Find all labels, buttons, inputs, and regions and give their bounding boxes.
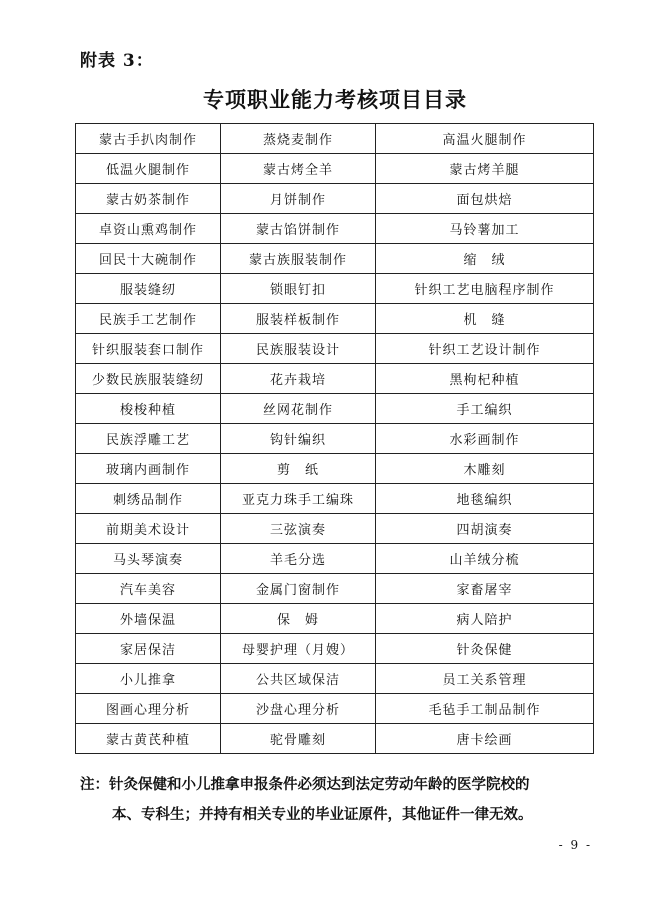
table-cell: 蒙古烤全羊	[221, 154, 376, 184]
table-cell: 服装样板制作	[221, 304, 376, 334]
table-row	[76, 124, 594, 154]
table-cell: 马头琴演奏	[76, 544, 221, 574]
table-row	[76, 424, 594, 454]
footnote-line-2: 本、专科生；并持有相关专业的毕业证原件，其他证件一律无效。	[112, 806, 533, 823]
table-cell: 月饼制作	[221, 184, 376, 214]
table-row	[76, 394, 594, 424]
table-cell: 针灸保健	[376, 634, 594, 664]
table-body	[76, 124, 594, 754]
table-cell: 山羊绒分梳	[376, 544, 594, 574]
table-cell: 四胡演奏	[376, 514, 594, 544]
table-cell: 蒙古馅饼制作	[221, 214, 376, 244]
table-cell: 针织工艺电脑程序制作	[376, 274, 594, 304]
table-row	[76, 454, 594, 484]
table-cell: 毛毡手工制品制作	[376, 694, 594, 724]
table-cell: 家居保洁	[76, 634, 221, 664]
table-cell: 水彩画制作	[376, 424, 594, 454]
table-row	[76, 154, 594, 184]
table-cell: 少数民族服装缝纫	[76, 364, 221, 394]
table-row	[76, 304, 594, 334]
table-cell: 黑枸杞种植	[376, 364, 594, 394]
table-cell: 羊毛分选	[221, 544, 376, 574]
table-row	[76, 334, 594, 364]
table-row	[76, 274, 594, 304]
table-cell: 木雕刻	[376, 454, 594, 484]
table-row	[76, 484, 594, 514]
table-row	[76, 184, 594, 214]
attachment-label: 附表 3：	[80, 51, 154, 71]
table-row	[76, 574, 594, 604]
table-row	[76, 724, 594, 754]
table-cell: 亚克力珠手工编珠	[221, 484, 376, 514]
table-cell: 针织服装套口制作	[76, 334, 221, 364]
table-cell: 驼骨雕刻	[221, 724, 376, 754]
table-cell: 回民十大碗制作	[76, 244, 221, 274]
table-cell: 汽车美容	[76, 574, 221, 604]
table-cell: 图画心理分析	[76, 694, 221, 724]
table-cell: 缩 绒	[376, 244, 594, 274]
table-cell: 面包烘焙	[376, 184, 594, 214]
table-cell: 玻璃内画制作	[76, 454, 221, 484]
table-row	[76, 364, 594, 394]
table-row	[76, 244, 594, 274]
table-cell: 蒙古族服装制作	[221, 244, 376, 274]
table-cell: 蒙古手扒肉制作	[76, 124, 221, 154]
table-cell: 机 缝	[376, 304, 594, 334]
project-catalog-table	[75, 123, 594, 754]
table-row	[76, 664, 594, 694]
footnote	[80, 770, 600, 830]
table-cell: 蒙古烤羊腿	[376, 154, 594, 184]
table-cell: 丝网花制作	[221, 394, 376, 424]
table-cell: 马铃薯加工	[376, 214, 594, 244]
table-cell: 保 姆	[221, 604, 376, 634]
table-cell: 针织工艺设计制作	[376, 334, 594, 364]
table-cell: 金属门窗制作	[221, 574, 376, 604]
table-cell: 梭梭种植	[76, 394, 221, 424]
page-number: - 9 -	[558, 838, 592, 852]
table-cell: 民族手工艺制作	[76, 304, 221, 334]
table-cell: 蒙古奶茶制作	[76, 184, 221, 214]
table-row	[76, 544, 594, 574]
table-cell: 锁眼钉扣	[221, 274, 376, 304]
document-title: 专项职业能力考核项目目录	[203, 87, 467, 112]
table-cell: 手工编织	[376, 394, 594, 424]
table-cell: 员工关系管理	[376, 664, 594, 694]
table-cell: 蒙古黄芪种植	[76, 724, 221, 754]
table-cell: 民族服装设计	[221, 334, 376, 364]
table-cell: 刺绣品制作	[76, 484, 221, 514]
table-cell: 公共区域保洁	[221, 664, 376, 694]
footnote-line-1: 注：针灸保健和小儿推拿申报条件必须达到法定劳动年龄的医学院校的	[80, 776, 530, 793]
table-cell: 唐卡绘画	[376, 724, 594, 754]
table-cell: 病人陪护	[376, 604, 594, 634]
table-cell: 服装缝纫	[76, 274, 221, 304]
table-row	[76, 694, 594, 724]
table-cell: 花卉栽培	[221, 364, 376, 394]
table-row	[76, 604, 594, 634]
table-cell: 民族浮雕工艺	[76, 424, 221, 454]
table-cell: 前期美术设计	[76, 514, 221, 544]
table-cell: 卓资山熏鸡制作	[76, 214, 221, 244]
table-cell: 低温火腿制作	[76, 154, 221, 184]
table-cell: 小儿推拿	[76, 664, 221, 694]
table-cell: 钩针编织	[221, 424, 376, 454]
table-cell: 剪 纸	[221, 454, 376, 484]
table-cell: 沙盘心理分析	[221, 694, 376, 724]
table-row	[76, 514, 594, 544]
table-row	[76, 634, 594, 664]
table-cell: 母婴护理（月嫂）	[221, 634, 376, 664]
table-cell: 家畜屠宰	[376, 574, 594, 604]
table-cell: 外墙保温	[76, 604, 221, 634]
table-row	[76, 214, 594, 244]
table-cell: 三弦演奏	[221, 514, 376, 544]
table-cell: 地毯编织	[376, 484, 594, 514]
table-cell: 高温火腿制作	[376, 124, 594, 154]
table-cell: 蒸烧麦制作	[221, 124, 376, 154]
